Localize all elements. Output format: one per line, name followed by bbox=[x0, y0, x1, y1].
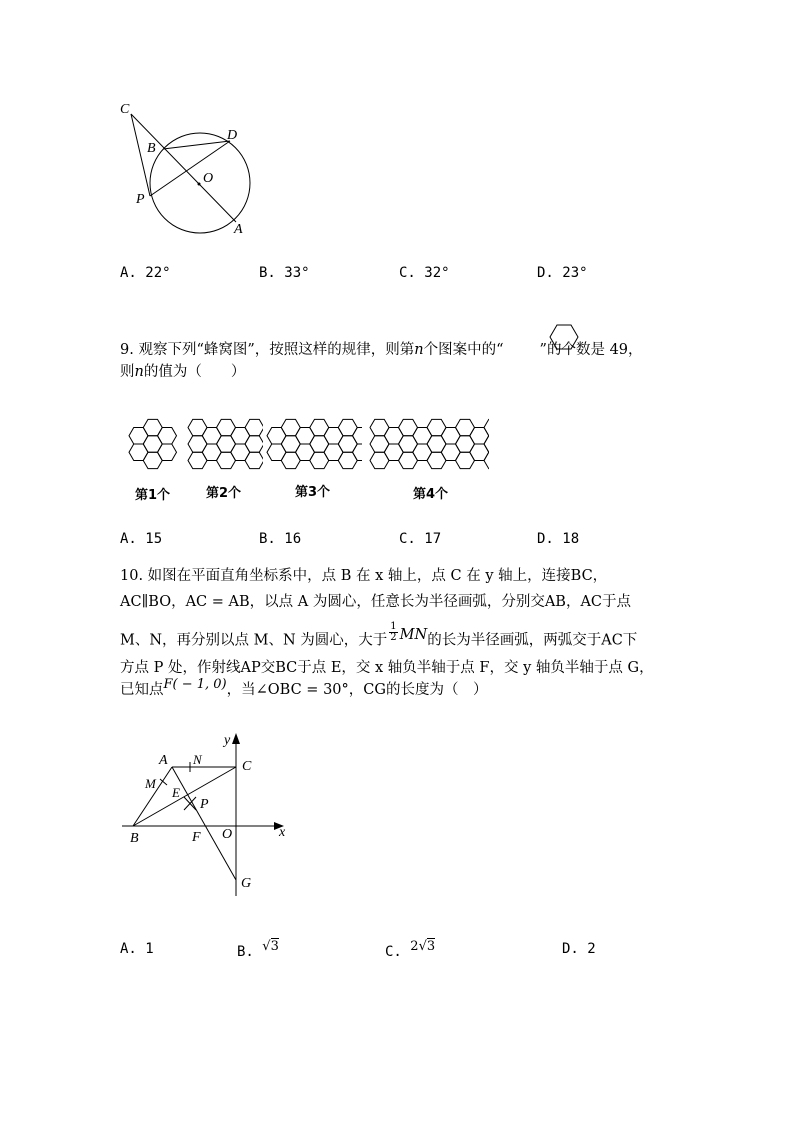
q10-question-line1: 10. 如图在平面直角坐标系中，点 B 在 x 轴上，点 C 在 y 轴上，连接BC， bbox=[120, 568, 608, 584]
q8-circle-figure bbox=[110, 95, 290, 245]
caption-figure-4: 第4个 bbox=[413, 487, 449, 502]
honeycomb-figure-4 bbox=[369, 408, 489, 480]
label-c: C bbox=[120, 102, 130, 117]
hexagon-cell bbox=[353, 444, 363, 460]
hexagon-cell bbox=[245, 436, 263, 452]
hexagon-cell bbox=[484, 436, 489, 452]
hexagon-cell bbox=[484, 452, 489, 468]
fraction-one-half: $\frac{1}{2}$ bbox=[390, 621, 397, 643]
q8-option-c[interactable]: C. 32° bbox=[399, 265, 450, 281]
label-p: P bbox=[136, 192, 145, 207]
caption-figure-3: 第3个 bbox=[295, 485, 331, 500]
caption-figure-2: 第2个 bbox=[206, 486, 242, 501]
hexagon-cell bbox=[158, 444, 177, 460]
q10-question-line2: AC∥BO，AC = AB，以点 A 为圆心，任意长为半径画弧，分别交AB，AC于点 bbox=[120, 594, 632, 610]
hexagon-cell bbox=[353, 428, 363, 444]
q9-option-a[interactable]: A. 15 bbox=[120, 531, 163, 547]
label-f: F bbox=[192, 830, 201, 845]
q10-coordinate-figure bbox=[110, 728, 300, 900]
label-b: B bbox=[147, 141, 156, 156]
q10-question-line4: 方点 P 处，作射线AP交BC于点 E，交 x 轴负半轴于点 F，交 y 轴负半轴于点 G， bbox=[120, 660, 654, 676]
hexagon-cell bbox=[245, 419, 263, 435]
q9-question-line2: 则n的值为（ ） bbox=[120, 364, 246, 380]
label-a: A bbox=[159, 753, 168, 768]
q10-option-c[interactable]: C. 2√3 bbox=[385, 939, 436, 960]
q10-option-a[interactable]: A. 1 bbox=[120, 941, 154, 957]
q8-option-d[interactable]: D. 23° bbox=[537, 265, 588, 281]
label-n: N bbox=[193, 752, 202, 767]
label-b: B bbox=[130, 831, 139, 846]
q10-option-d[interactable]: D. 2 bbox=[562, 941, 596, 957]
label-y: y bbox=[224, 733, 231, 748]
q10-question-line3: M、N，再分别以点 M、N 为圆心，大于 $\frac{1}{2}$ MN的长为半径画弧，两弧交于AC下 bbox=[120, 621, 638, 649]
label-x: x bbox=[279, 825, 286, 840]
caption-figure-1: 第1个 bbox=[135, 488, 171, 503]
q9-option-b[interactable]: B. 16 bbox=[259, 531, 302, 547]
sqrt-three: √3 bbox=[262, 939, 279, 954]
q8-option-b[interactable]: B. 33° bbox=[259, 265, 310, 281]
two-sqrt-three: 2√3 bbox=[410, 939, 436, 954]
q10-question-line5: 已知点F( − 1, 0)，当∠OBC = 30°，CG的长度为（ ） bbox=[120, 677, 488, 698]
q9-option-c[interactable]: C. 17 bbox=[399, 531, 442, 547]
label-e: E bbox=[172, 785, 180, 800]
q10-option-b[interactable]: B. √3 bbox=[237, 939, 279, 960]
label-g: G bbox=[241, 876, 252, 891]
q9-option-d[interactable]: D. 18 bbox=[537, 531, 580, 547]
honeycomb-figure-2 bbox=[187, 408, 263, 480]
honeycomb-figure-3 bbox=[266, 408, 362, 480]
label-m: M bbox=[145, 776, 156, 791]
hexagon-cell bbox=[245, 452, 263, 468]
hexagon-cell bbox=[158, 428, 177, 444]
label-p: P bbox=[200, 797, 209, 812]
q9-question-line1: 9. 观察下列“蜂窝图”，按照这样的规律，则第n个图案中的“ ”的个数是 49， bbox=[120, 342, 643, 358]
hexagon-cell bbox=[484, 419, 489, 435]
honeycomb-figure-1 bbox=[128, 408, 182, 480]
q8-option-a[interactable]: A. 22° bbox=[120, 265, 171, 281]
single-hexagon-icon bbox=[549, 324, 579, 350]
label-d: D bbox=[227, 128, 238, 143]
label-a: A bbox=[234, 222, 243, 237]
label-o: O bbox=[222, 827, 233, 842]
label-o: O bbox=[203, 171, 214, 186]
label-c: C bbox=[242, 759, 252, 774]
